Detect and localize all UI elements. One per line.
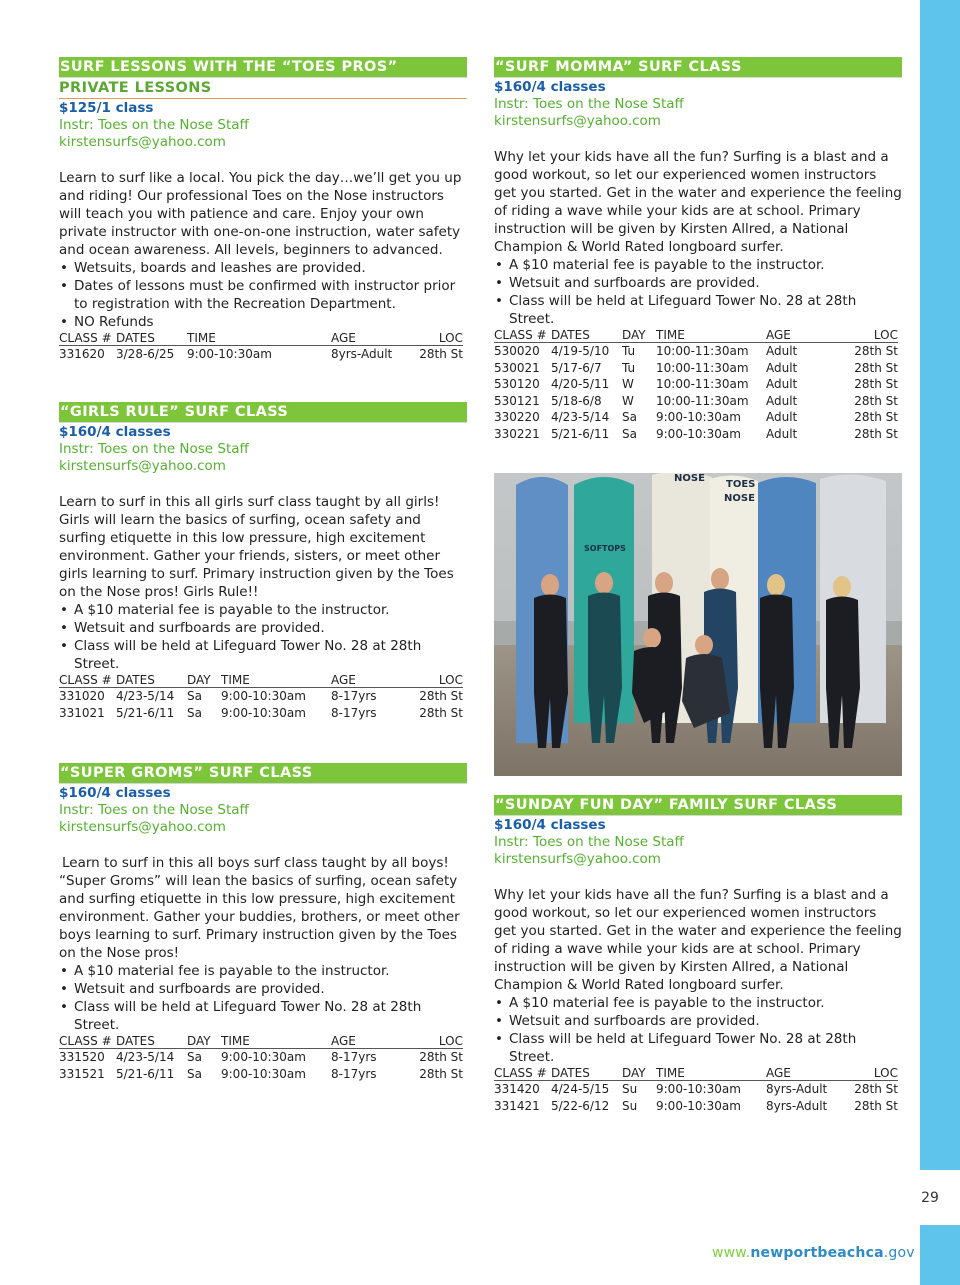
bullet-list (494, 994, 902, 1066)
table-row (494, 360, 898, 377)
table-row (59, 1066, 463, 1083)
table-header-row (494, 1066, 898, 1081)
table-cell: 8yrs-Adult (766, 1098, 828, 1113)
footer-url[interactable] (712, 1245, 915, 1261)
divider (494, 815, 902, 816)
divider (59, 422, 467, 423)
list-item: • Class will be held at Lifeguard Tower No. 28 at 28th Street. (494, 292, 902, 328)
table-header-row (494, 328, 898, 343)
table-row (494, 376, 898, 393)
table-row (494, 343, 898, 360)
list-item: • A $10 material fee is payable to the instructor. (494, 256, 902, 274)
column-header: DATES (551, 328, 622, 343)
table-cell: 5/22-6/12 (551, 1098, 610, 1113)
divider (494, 77, 902, 78)
table-row (59, 346, 463, 363)
table-cell: 28th St (854, 360, 898, 375)
column-header: TIME (656, 1066, 766, 1081)
email-link[interactable]: kirstensurfs@yahoo.com (59, 458, 226, 474)
price: $160/4 classes (59, 785, 171, 801)
table-cell: 530121 (494, 393, 540, 408)
column-header: CLASS # (494, 328, 551, 343)
table-row (59, 1049, 463, 1066)
side-color-strip (920, 0, 960, 1170)
column-header: DATES (551, 1066, 622, 1081)
column-header: CLASS # (494, 1066, 551, 1081)
column-header: AGE (766, 328, 852, 343)
table-cell: Sa (622, 410, 637, 424)
table-cell: Su (622, 1098, 638, 1113)
table-cell: 28th St (854, 1082, 898, 1096)
section-title: “GIRLS RULE” SURF CLASS (59, 402, 467, 422)
column-header: LOC (852, 328, 898, 343)
footer-url-prefix: www. (712, 1245, 751, 1261)
table-cell: 331521 (59, 1066, 105, 1081)
table-row (59, 688, 463, 705)
board-text: NOSE (674, 473, 705, 484)
section-title: “SURF MOMMA” SURF CLASS (494, 57, 902, 77)
column-header: AGE (331, 331, 417, 346)
table-cell: 9:00-10:30am (656, 426, 741, 441)
table-cell: 9:00-10:30am (656, 1082, 741, 1096)
table-cell: 331420 (494, 1082, 540, 1096)
column-header: AGE (331, 673, 417, 688)
list-item: • Dates of lessons must be confirmed with instructor prior to registration with the Recreation Department. (59, 277, 467, 313)
bullet-list (59, 601, 467, 673)
table-cell: 8-17yrs (331, 705, 377, 720)
table-cell: 5/21-6/11 (116, 1066, 175, 1081)
table-cell: 9:00-10:30am (187, 347, 272, 361)
table-cell: 28th St (854, 1098, 898, 1113)
section-title: “SUPER GROMS” SURF CLASS (59, 763, 467, 783)
price: $160/4 classes (59, 424, 171, 440)
column-header: TIME (187, 331, 331, 346)
table-cell: 28th St (419, 705, 463, 720)
table-cell: 10:00-11:30am (656, 344, 749, 358)
side-color-strip-bottom (920, 1225, 960, 1285)
surf-instructors-photo (494, 473, 902, 776)
table-cell: 9:00-10:30am (221, 689, 306, 703)
table-cell: 5/21-6/11 (116, 705, 175, 720)
price: $160/4 classes (494, 817, 606, 833)
column-header: DATES (116, 331, 187, 346)
section-sunday-fun-day (494, 795, 902, 1114)
column-header: DATES (116, 673, 187, 688)
table-cell: 4/19-5/10 (551, 344, 610, 358)
description: Why let your kids have all the fun? Surfing is a blast and a good workout, so let our experienced women instructors get you started. Get in the water and experience the feeling of riding a wave while your kids are at school. Primary instruction will be given by Kirsten Allred, a National Champion & World Rated longboard surfer. (494, 149, 902, 255)
description: Learn to surf like a local. You pick the day…we’ll get you up and riding! Our professional Toes on the Nose instructors will teach you with patience and care. Enjoy your own private instructor with one-on-one instruction, water safety and ocean awareness. All levels, beginners to advanced. (59, 170, 462, 258)
table-cell: 10:00-11:30am (656, 360, 749, 375)
description: Learn to surf in this all boys surf class taught by all boys! “Super Groms” will lean the basics of surfing, ocean safety and surfing etiquette in this low pressure, high excitement environment. Gather your buddies, brothers, or meet other boys learning to surf. Primary instruction given by the Toes on the Nose pros! (59, 855, 460, 961)
table-cell: 4/20-5/11 (551, 377, 610, 391)
table-header-row (59, 673, 463, 688)
list-item: • Class will be held at Lifeguard Tower No. 28 at 28th Street. (59, 637, 467, 673)
table-cell: 28th St (419, 347, 463, 361)
table-cell: 8-17yrs (331, 689, 377, 703)
bullet-list (59, 962, 467, 1034)
table-cell: 5/21-6/11 (551, 426, 610, 441)
table-cell: 9:00-10:30am (221, 1066, 306, 1081)
column-header: DATES (116, 1034, 187, 1049)
schedule-table (494, 1066, 898, 1114)
table-cell: 4/23-5/14 (116, 1050, 175, 1064)
section-subtitle: PRIVATE LESSONS (59, 78, 467, 99)
table-cell: 8yrs-Adult (766, 1082, 828, 1096)
list-item: • Class will be held at Lifeguard Tower No. 28 at 28th Street. (59, 998, 467, 1034)
column-header: TIME (656, 328, 766, 343)
table-cell: Su (622, 1082, 638, 1096)
table-header-row (59, 331, 463, 346)
table-cell: W (622, 377, 634, 391)
table-cell: W (622, 393, 634, 408)
instructor: Instr: Toes on the Nose Staff (59, 117, 249, 133)
footer-url-suffix: .gov (883, 1245, 915, 1261)
email-link[interactable]: kirstensurfs@yahoo.com (494, 113, 661, 129)
table-row (494, 1098, 898, 1115)
table-cell: 530021 (494, 360, 540, 375)
table-row (494, 426, 898, 443)
column-header: CLASS # (59, 331, 116, 346)
schedule-table (59, 331, 463, 363)
table-cell: 3/28-6/25 (116, 347, 175, 361)
column-header: CLASS # (59, 673, 116, 688)
table-cell: Sa (187, 705, 202, 720)
email-link[interactable]: kirstensurfs@yahoo.com (59, 819, 226, 835)
schedule-table (59, 1034, 463, 1082)
instructor: Instr: Toes on the Nose Staff (494, 834, 684, 850)
board-text: TOES (726, 479, 756, 490)
column-header: LOC (417, 673, 463, 688)
table-cell: 28th St (854, 393, 898, 408)
table-cell: 8-17yrs (331, 1066, 377, 1081)
email-link[interactable]: kirstensurfs@yahoo.com (59, 134, 226, 150)
list-item: • A $10 material fee is payable to the instructor. (59, 962, 467, 980)
schedule-table (494, 328, 898, 442)
column-header: DAY (187, 673, 221, 688)
table-cell: 530020 (494, 344, 540, 358)
column-header: DAY (187, 1034, 221, 1049)
description: Learn to surf in this all girls surf class taught by all girls! Girls will learn the basics of surfing, ocean safety and surfing etiquette in this low pressure, high excitement environment. Gather your friends, sisters, or meet other girls learning to surf. Primary instruction given by the Toes on the Nose pros! Girls Rule!! (59, 494, 454, 600)
table-cell: Adult (766, 393, 798, 408)
table-row (59, 705, 463, 722)
table-cell: 331421 (494, 1098, 540, 1113)
instructor: Instr: Toes on the Nose Staff (59, 441, 249, 457)
section-girls-rule (59, 402, 467, 721)
table-cell: 28th St (854, 344, 898, 358)
section-super-groms (59, 763, 467, 1082)
table-cell: Sa (187, 1066, 202, 1081)
list-item: • Wetsuit and surfboards are provided. (59, 619, 467, 637)
bullet-list (494, 256, 902, 328)
footer-url-domain: newportbeachca (750, 1245, 884, 1261)
section-title: “SUNDAY FUN DAY” FAMILY SURF CLASS (494, 795, 902, 815)
table-cell: 28th St (419, 689, 463, 703)
table-cell: Sa (187, 1050, 202, 1064)
table-cell: 330220 (494, 410, 540, 424)
table-cell: 10:00-11:30am (656, 393, 749, 408)
table-cell: 28th St (854, 426, 898, 441)
column-header: DAY (622, 1066, 656, 1081)
divider (59, 783, 467, 784)
table-cell: Adult (766, 377, 798, 391)
table-cell: 28th St (854, 377, 898, 391)
table-cell: 8-17yrs (331, 1050, 377, 1064)
table-cell: 5/18-6/8 (551, 393, 602, 408)
table-cell: 9:00-10:30am (656, 410, 741, 424)
table-cell: 331520 (59, 1050, 105, 1064)
column-header: AGE (766, 1066, 852, 1081)
table-cell: 9:00-10:30am (656, 1098, 741, 1113)
table-cell: Adult (766, 426, 798, 441)
column-header: CLASS # (59, 1034, 116, 1049)
table-cell: 28th St (854, 410, 898, 424)
table-cell: 4/23-5/14 (116, 689, 175, 703)
table-cell: 331020 (59, 689, 105, 703)
instructor: Instr: Toes on the Nose Staff (59, 802, 249, 818)
table-cell: 8yrs-Adult (331, 347, 393, 361)
schedule-table (59, 673, 463, 721)
table-cell: 330221 (494, 426, 540, 441)
page-number: 29 (921, 1190, 939, 1206)
table-cell: Sa (187, 689, 202, 703)
table-cell: Tu (622, 344, 636, 358)
column-header: TIME (221, 673, 331, 688)
column-header: LOC (417, 331, 463, 346)
list-item: • Wetsuit and surfboards are provided. (494, 1012, 902, 1030)
table-cell: 530120 (494, 377, 540, 391)
table-cell: 10:00-11:30am (656, 377, 749, 391)
list-item: • A $10 material fee is payable to the instructor. (59, 601, 467, 619)
table-cell: 331021 (59, 705, 105, 720)
email-link[interactable]: kirstensurfs@yahoo.com (494, 851, 661, 867)
table-cell: 5/17-6/7 (551, 360, 602, 375)
table-cell: Tu (622, 360, 636, 375)
table-cell: 9:00-10:30am (221, 1050, 306, 1064)
list-item: • Wetsuit and surfboards are provided. (59, 980, 467, 998)
table-cell: 28th St (419, 1050, 463, 1064)
column-header: AGE (331, 1034, 417, 1049)
list-item: • A $10 material fee is payable to the instructor. (494, 994, 902, 1012)
bullet-list (59, 259, 467, 331)
column-header: LOC (417, 1034, 463, 1049)
table-cell: 4/23-5/14 (551, 410, 610, 424)
table-cell: Adult (766, 360, 798, 375)
table-cell: Sa (622, 426, 637, 441)
board-text: NOSE (724, 493, 755, 504)
list-item: • Class will be held at Lifeguard Tower No. 28 at 28th Street. (494, 1030, 902, 1066)
table-row (494, 1081, 898, 1098)
board-text: SOFTOPS (584, 544, 626, 553)
table-header-row (59, 1034, 463, 1049)
list-item: • Wetsuit and surfboards are provided. (494, 274, 902, 292)
instructor: Instr: Toes on the Nose Staff (494, 96, 684, 112)
list-item: • NO Refunds (59, 313, 467, 331)
table-cell: 9:00-10:30am (221, 705, 306, 720)
table-cell: Adult (766, 344, 798, 358)
table-cell: 28th St (419, 1066, 463, 1081)
description: Why let your kids have all the fun? Surfing is a blast and a good workout, so let our experienced women instructors get you started. Get in the water and experience the feeling of riding a wave while your kids are at school. Primary instruction will be given by Kirsten Allred, a National Champion & World Rated longboard surfer. (494, 887, 902, 993)
section-title: SURF LESSONS WITH THE “TOES PROS” (59, 57, 467, 77)
section-surf-momma (494, 57, 902, 442)
table-cell: Adult (766, 410, 798, 424)
column-header: DAY (622, 328, 656, 343)
table-row (494, 409, 898, 426)
table-cell: 331620 (59, 347, 105, 361)
table-row (494, 393, 898, 410)
column-header: LOC (852, 1066, 898, 1081)
list-item: • Wetsuits, boards and leashes are provided. (59, 259, 467, 277)
column-header: TIME (221, 1034, 331, 1049)
section-toes-pros (59, 57, 467, 363)
price: $125/1 class (59, 100, 154, 116)
price: $160/4 classes (494, 79, 606, 95)
table-cell: 4/24-5/15 (551, 1082, 610, 1096)
